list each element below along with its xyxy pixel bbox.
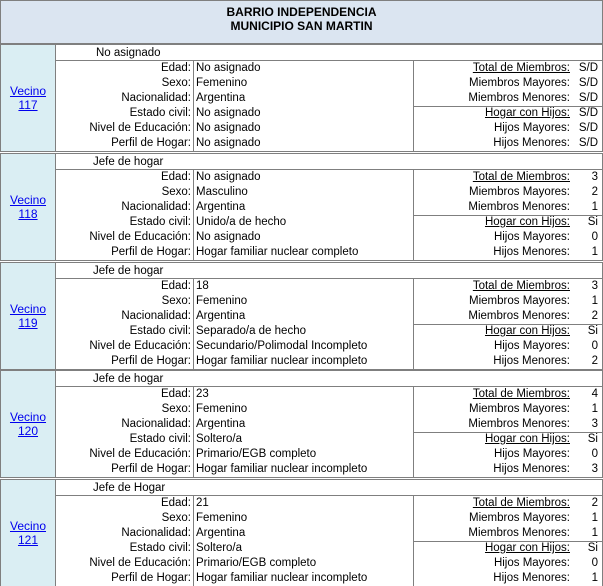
stat-row-total-miembros bbox=[414, 170, 602, 185]
field-value: Masculino bbox=[196, 186, 248, 198]
vecino-link-word[interactable]: Vecino bbox=[9, 410, 47, 424]
header-municipio: MUNICIPIO SAN MARTIN bbox=[230, 19, 373, 33]
vecino-role: Jefe de Hogar bbox=[93, 482, 166, 494]
stat-value: 2 bbox=[591, 497, 598, 509]
stat-value: 2 bbox=[591, 310, 598, 322]
field-value: Femenino bbox=[196, 295, 248, 307]
stat-value: 3 bbox=[591, 171, 598, 183]
vecino-link[interactable] bbox=[10, 410, 46, 438]
stat-row-hogar-con-hijos bbox=[414, 106, 602, 121]
vecino-link[interactable] bbox=[10, 84, 46, 112]
stat-label: Total de Miembros: bbox=[472, 62, 570, 74]
field-value: 21 bbox=[196, 497, 209, 509]
field-row-nivel-educacion bbox=[56, 556, 414, 571]
vecino-block bbox=[0, 153, 603, 261]
field-label: Perfil de Hogar: bbox=[111, 246, 191, 258]
field-row-estado-civil bbox=[56, 324, 414, 339]
vecino-role: Jefe de hogar bbox=[93, 265, 164, 277]
field-label: Nivel de Educación: bbox=[89, 122, 191, 134]
field-value: No asignado bbox=[196, 107, 261, 119]
field-value: Hogar familiar nuclear completo bbox=[196, 246, 359, 258]
field-label: Nacionalidad: bbox=[121, 92, 191, 104]
page-header bbox=[0, 0, 603, 44]
stat-label: Miembros Menores: bbox=[468, 527, 570, 539]
field-value: Femenino bbox=[196, 512, 248, 524]
stat-value: 1 bbox=[591, 403, 598, 415]
field-row-perfil-hogar bbox=[56, 571, 414, 586]
field-row-estado-civil bbox=[56, 215, 414, 230]
field-label: Sexo: bbox=[161, 77, 191, 89]
stat-row-hogar-con-hijos bbox=[414, 432, 602, 447]
stat-label: Miembros Mayores: bbox=[469, 186, 570, 198]
stat-row-miembros-mayores bbox=[414, 76, 602, 91]
field-label: Sexo: bbox=[161, 512, 191, 524]
stat-label: Total de Miembros: bbox=[472, 388, 570, 400]
vecino-link-number[interactable]: 119 bbox=[18, 316, 38, 330]
field-label: Nacionalidad: bbox=[121, 201, 191, 213]
vecino-block bbox=[0, 44, 603, 152]
vecino-details bbox=[56, 169, 602, 260]
field-value: Separado/a de hecho bbox=[196, 325, 306, 337]
field-row-edad bbox=[56, 170, 414, 185]
field-row-estado-civil bbox=[56, 541, 414, 556]
stat-value: 4 bbox=[591, 388, 598, 400]
field-label: Edad: bbox=[160, 280, 191, 292]
stat-label: Miembros Mayores: bbox=[469, 295, 570, 307]
field-row-nacionalidad bbox=[56, 417, 414, 432]
stat-value: 1 bbox=[591, 512, 598, 524]
stat-label: Total de Miembros: bbox=[472, 497, 570, 509]
field-value: No asignado bbox=[196, 122, 261, 134]
stat-row-total-miembros bbox=[414, 387, 602, 402]
field-label: Perfil de Hogar: bbox=[111, 572, 191, 584]
field-row-nivel-educacion bbox=[56, 121, 414, 136]
vecino-link[interactable] bbox=[10, 519, 46, 547]
stat-row-hijos-menores bbox=[414, 136, 602, 151]
vecino-link[interactable] bbox=[10, 302, 46, 330]
vecino-details bbox=[56, 60, 602, 151]
stat-label: Hijos Menores: bbox=[493, 246, 570, 258]
vecino-cell bbox=[1, 263, 56, 369]
stat-row-miembros-mayores bbox=[414, 402, 602, 417]
vecino-cell bbox=[1, 480, 56, 586]
field-value: No asignado bbox=[196, 62, 261, 74]
field-row-estado-civil bbox=[56, 106, 414, 121]
vecino-cell bbox=[1, 154, 56, 260]
stat-label: Hijos Mayores: bbox=[493, 340, 570, 352]
field-label: Estado civil: bbox=[129, 542, 191, 554]
vecino-link-word[interactable]: Vecino bbox=[9, 302, 47, 316]
stat-label: Hogar con Hijos: bbox=[484, 433, 570, 445]
field-row-edad bbox=[56, 387, 414, 402]
field-value: Argentina bbox=[196, 527, 246, 539]
stat-label: Hijos Mayores: bbox=[493, 122, 570, 134]
field-label: Sexo: bbox=[161, 403, 191, 415]
field-row-edad bbox=[56, 496, 414, 511]
stat-row-hijos-mayores bbox=[414, 121, 602, 136]
stat-row-total-miembros bbox=[414, 61, 602, 76]
field-value: No asignado bbox=[196, 171, 261, 183]
stat-value: S/D bbox=[578, 92, 598, 104]
field-label: Nivel de Educación: bbox=[89, 231, 191, 243]
vecino-block bbox=[0, 370, 603, 478]
field-value: Femenino bbox=[196, 77, 248, 89]
stat-label: Miembros Menores: bbox=[468, 310, 570, 322]
field-label: Nivel de Educación: bbox=[89, 340, 191, 352]
field-value: Argentina bbox=[196, 201, 246, 213]
field-label: Nacionalidad: bbox=[121, 418, 191, 430]
stat-value: Si bbox=[587, 542, 598, 554]
stat-label: Hijos Mayores: bbox=[493, 557, 570, 569]
field-label: Sexo: bbox=[161, 295, 191, 307]
stat-row-hijos-mayores bbox=[414, 447, 602, 462]
field-row-nivel-educacion bbox=[56, 339, 414, 354]
field-label: Estado civil: bbox=[129, 433, 191, 445]
field-value: No asignado bbox=[196, 231, 261, 243]
stat-label: Hijos Menores: bbox=[493, 572, 570, 584]
stat-value: Si bbox=[587, 433, 598, 445]
stat-value: 3 bbox=[591, 280, 598, 292]
stat-value: 0 bbox=[591, 231, 598, 243]
vecino-block bbox=[0, 262, 603, 370]
stat-label: Hijos Mayores: bbox=[493, 231, 570, 243]
field-value: Soltero/a bbox=[196, 542, 243, 554]
stat-value: 2 bbox=[591, 355, 598, 367]
field-label: Edad: bbox=[160, 497, 191, 509]
stat-row-hogar-con-hijos bbox=[414, 324, 602, 339]
stat-label: Hogar con Hijos: bbox=[484, 325, 570, 337]
field-row-nivel-educacion bbox=[56, 230, 414, 245]
stat-label: Miembros Menores: bbox=[468, 201, 570, 213]
vecino-details bbox=[56, 495, 602, 586]
field-label: Edad: bbox=[160, 388, 191, 400]
field-label: Nivel de Educación: bbox=[89, 557, 191, 569]
vecino-link-number[interactable]: 118 bbox=[18, 207, 38, 221]
field-row-nacionalidad bbox=[56, 91, 414, 106]
field-label: Estado civil: bbox=[129, 107, 191, 119]
field-value: Primario/EGB completo bbox=[196, 448, 317, 460]
stat-row-miembros-mayores bbox=[414, 294, 602, 309]
field-value: 23 bbox=[196, 388, 209, 400]
field-row-sexo bbox=[56, 76, 414, 91]
field-label: Perfil de Hogar: bbox=[111, 355, 191, 367]
field-row-sexo bbox=[56, 511, 414, 526]
field-row-perfil-hogar bbox=[56, 354, 414, 369]
field-row-nacionalidad bbox=[56, 309, 414, 324]
field-row-estado-civil bbox=[56, 432, 414, 447]
stat-value: 0 bbox=[591, 448, 598, 460]
vecino-link-word[interactable]: Vecino bbox=[9, 84, 47, 98]
stat-label: Miembros Menores: bbox=[468, 418, 570, 430]
stat-value: S/D bbox=[578, 62, 598, 74]
field-value: Hogar familiar nuclear incompleto bbox=[196, 572, 368, 584]
field-label: Sexo: bbox=[161, 186, 191, 198]
stat-value: 3 bbox=[591, 463, 598, 475]
field-label: Perfil de Hogar: bbox=[111, 463, 191, 475]
field-row-nivel-educacion bbox=[56, 447, 414, 462]
vecino-link-number[interactable]: 120 bbox=[17, 424, 39, 438]
stat-value: S/D bbox=[578, 137, 598, 149]
field-label: Nivel de Educación: bbox=[89, 448, 191, 460]
stat-label: Hijos Menores: bbox=[493, 137, 570, 149]
field-value: Argentina bbox=[196, 418, 246, 430]
stat-value: S/D bbox=[578, 122, 598, 134]
vecino-details bbox=[56, 386, 602, 477]
stat-row-total-miembros bbox=[414, 496, 602, 511]
stat-row-miembros-mayores bbox=[414, 511, 602, 526]
stat-row-hijos-menores bbox=[414, 462, 602, 477]
stat-value: S/D bbox=[578, 77, 598, 89]
field-row-perfil-hogar bbox=[56, 245, 414, 260]
stat-value: 0 bbox=[591, 557, 598, 569]
stat-row-hijos-menores bbox=[414, 571, 602, 586]
vecino-role: Jefe de hogar bbox=[93, 156, 164, 168]
stat-row-miembros-mayores bbox=[414, 185, 602, 200]
stat-row-hogar-con-hijos bbox=[414, 215, 602, 230]
field-value: Primario/EGB completo bbox=[196, 557, 317, 569]
stat-label: Hogar con Hijos: bbox=[484, 107, 570, 119]
field-row-sexo bbox=[56, 294, 414, 309]
field-label: Estado civil: bbox=[129, 325, 191, 337]
header-barrio: BARRIO INDEPENDENCIA bbox=[226, 5, 377, 19]
field-value: Secundario/Polimodal Incompleto bbox=[196, 340, 368, 352]
field-row-perfil-hogar bbox=[56, 462, 414, 477]
vecino-role: No asignado bbox=[96, 47, 161, 59]
field-row-sexo bbox=[56, 185, 414, 200]
stat-value: 1 bbox=[591, 572, 598, 584]
vecino-block bbox=[0, 479, 603, 586]
vecino-cell bbox=[1, 371, 56, 477]
stat-value: 0 bbox=[591, 340, 598, 352]
vecino-cell bbox=[1, 45, 56, 151]
field-label: Perfil de Hogar: bbox=[111, 137, 191, 149]
stat-value: 2 bbox=[591, 186, 598, 198]
stat-label: Total de Miembros: bbox=[472, 280, 570, 292]
stat-row-hijos-mayores bbox=[414, 339, 602, 354]
stat-value: Si bbox=[587, 325, 598, 337]
stat-value: 1 bbox=[591, 295, 598, 307]
stat-label: Hijos Mayores: bbox=[493, 448, 570, 460]
stat-label: Miembros Mayores: bbox=[469, 77, 570, 89]
stat-label: Miembros Mayores: bbox=[469, 403, 570, 415]
stat-row-miembros-menores bbox=[414, 526, 602, 541]
field-value: Unido/a de hecho bbox=[196, 216, 287, 228]
field-value: Soltero/a bbox=[196, 433, 243, 445]
vecino-role: Jefe de hogar bbox=[93, 373, 164, 385]
field-value: Femenino bbox=[196, 403, 248, 415]
vecino-link-word[interactable]: Vecino bbox=[9, 193, 47, 207]
stat-label: Hijos Menores: bbox=[493, 463, 570, 475]
stat-label: Total de Miembros: bbox=[472, 171, 570, 183]
field-row-nacionalidad bbox=[56, 200, 414, 215]
stat-label: Hogar con Hijos: bbox=[484, 542, 570, 554]
field-label: Edad: bbox=[160, 62, 191, 74]
field-value: 18 bbox=[196, 280, 209, 292]
stat-value: S/D bbox=[578, 107, 598, 119]
vecino-link-number[interactable]: 117 bbox=[18, 98, 38, 112]
field-row-edad bbox=[56, 61, 414, 76]
stat-value: 3 bbox=[591, 418, 598, 430]
field-value: Hogar familiar nuclear incompleto bbox=[196, 355, 368, 367]
vecino-link-word[interactable]: Vecino bbox=[9, 519, 47, 533]
field-value: Argentina bbox=[196, 310, 246, 322]
stat-label: Hogar con Hijos: bbox=[484, 216, 570, 228]
stat-value: 1 bbox=[591, 527, 598, 539]
stat-row-hogar-con-hijos bbox=[414, 541, 602, 556]
stat-value: Si bbox=[587, 216, 598, 228]
field-row-sexo bbox=[56, 402, 414, 417]
vecino-link[interactable] bbox=[10, 193, 46, 221]
stat-row-hijos-menores bbox=[414, 354, 602, 369]
field-row-edad bbox=[56, 279, 414, 294]
field-row-perfil-hogar bbox=[56, 136, 414, 151]
vecino-link-number[interactable]: 121 bbox=[17, 533, 39, 547]
field-label: Nacionalidad: bbox=[121, 527, 191, 539]
field-row-nacionalidad bbox=[56, 526, 414, 541]
stat-label: Hijos Menores: bbox=[493, 355, 570, 367]
stat-row-miembros-menores bbox=[414, 91, 602, 106]
stat-row-hijos-menores bbox=[414, 245, 602, 260]
field-value: No asignado bbox=[196, 137, 261, 149]
stat-row-total-miembros bbox=[414, 279, 602, 294]
stat-row-miembros-menores bbox=[414, 417, 602, 432]
field-label: Estado civil: bbox=[129, 216, 191, 228]
stat-row-hijos-mayores bbox=[414, 230, 602, 245]
stat-value: 1 bbox=[591, 201, 598, 213]
stat-label: Miembros Menores: bbox=[468, 92, 570, 104]
field-label: Edad: bbox=[160, 171, 191, 183]
stat-value: 1 bbox=[591, 246, 598, 258]
vecino-details bbox=[56, 278, 602, 369]
field-label: Nacionalidad: bbox=[121, 310, 191, 322]
stat-label: Miembros Mayores: bbox=[469, 512, 570, 524]
field-value: Hogar familiar nuclear incompleto bbox=[196, 463, 368, 475]
field-value: Argentina bbox=[196, 92, 246, 104]
stat-row-hijos-mayores bbox=[414, 556, 602, 571]
stat-row-miembros-menores bbox=[414, 200, 602, 215]
stat-row-miembros-menores bbox=[414, 309, 602, 324]
